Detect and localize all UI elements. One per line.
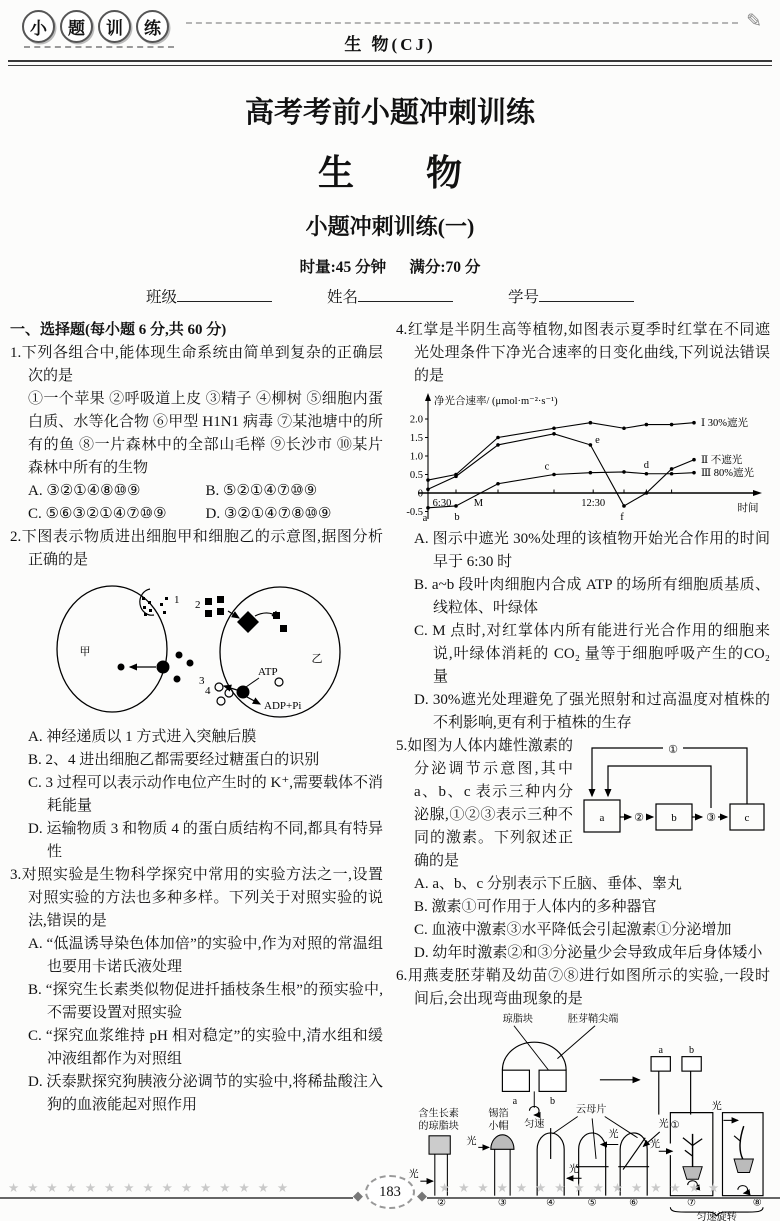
svg-text:0.5: 0.5 — [409, 470, 423, 481]
carrier-protein-2 — [237, 611, 259, 633]
svg-text:⑤: ⑤ — [587, 1197, 597, 1209]
option-d: D. 运输物质 3 和物质 4 的蛋白质结构不同,都具有特异性 — [28, 821, 383, 860]
question-number: 1. — [10, 345, 22, 361]
page-footer — [0, 1175, 780, 1209]
svg-text:④: ④ — [546, 1197, 556, 1209]
option-c: C. ⑤⑥③②①④⑦⑩⑨ — [28, 506, 167, 522]
page-number: 183 — [365, 1175, 415, 1209]
option-c: C. 3 过程可以表示动作电位产生时的 K⁺,需要载体不消耗能量 — [28, 775, 384, 814]
option-a: A. a、b、c 分别表示下丘脑、垂体、睾丸 — [414, 876, 682, 892]
id-field — [508, 285, 634, 307]
light-label: 光 — [649, 1139, 660, 1151]
header-double-rule — [8, 60, 772, 66]
logo-char: 题 — [60, 10, 93, 43]
svg-text:⑧: ⑧ — [752, 1197, 762, 1209]
footer-right-divider — [419, 1182, 780, 1202]
svg-text:c: c — [544, 461, 550, 473]
option-d: D. ③②①④⑦⑧⑩⑨ — [205, 506, 332, 522]
logo-char: 练 — [136, 10, 169, 43]
svg-text:Ⅰ 30%遮光: Ⅰ 30%遮光 — [701, 418, 749, 430]
footer-line-right — [427, 1197, 780, 1199]
process-2-label: 2 — [194, 599, 200, 611]
question-number: 3. — [10, 867, 22, 883]
question-1-options — [10, 480, 383, 526]
option-a: A. 神经递质以 1 方式进入突触后膜 — [28, 729, 257, 745]
question-2 — [10, 526, 383, 864]
option-c: C. “探究血浆维持 pH 相对稳定”的实验中,清水组和缓冲液组都作为对照组 — [28, 1028, 383, 1067]
q2-cell-transport-diagram — [27, 574, 367, 724]
svg-text:②: ② — [437, 1197, 447, 1209]
gland-b-label: b — [671, 812, 677, 824]
paper-title: 高考考前小题冲刺训练 — [244, 97, 535, 129]
question-number: 4. — [396, 322, 408, 338]
svg-text:e: e — [595, 434, 600, 446]
svg-text:M: M — [473, 498, 484, 509]
light-label: 光 — [466, 1136, 477, 1148]
question-number: 6. — [396, 968, 408, 984]
agar-block-label: 琼脂块 — [502, 1013, 534, 1025]
two-column-body — [8, 319, 772, 1221]
mica-sheet-label: 云母片 — [576, 1104, 607, 1116]
svg-text:净光合速率/ (μmol·m⁻²·s⁻¹): 净光合速率/ (μmol·m⁻²·s⁻¹) — [434, 396, 558, 407]
set-title: 小题冲刺训练(一) — [305, 214, 475, 239]
cell-b — [195, 587, 340, 717]
student-info-row — [8, 285, 772, 307]
svg-text:③: ③ — [497, 1197, 507, 1209]
logo-char: 训 — [98, 10, 131, 43]
hormone-2-label: ② — [634, 812, 644, 824]
question-3 — [10, 864, 383, 1117]
subject-title: 生 物 — [317, 153, 462, 193]
hormone-1-label: ① — [668, 744, 678, 756]
star-row-right: ★★★★★★★★★★★★★★★ — [439, 1180, 728, 1195]
option-d: D. 沃泰默探究狗胰液分泌调节的实验中,将稀盐酸注入狗的血液能起对照作用 — [28, 1074, 383, 1113]
svg-text:的琼脂块: 的琼脂块 — [418, 1121, 459, 1133]
feedback-loop-1 — [592, 748, 747, 804]
question-6-stem: 6.用燕麦胚芽鞘及幼苗⑦⑧进行如图所示的实验,一段时间后,会出现弯曲现象的是 — [396, 968, 770, 1007]
cell-a-label: 甲 — [79, 646, 90, 658]
question-5-stem: 5.如图为人体内雄性激素的分泌调节示意图,其中 a、b、c 表示三种内分泌腺,①②③表示三种不同的激素。下列叙述正确的是 — [396, 738, 573, 869]
feedback-loop-2 — [608, 766, 711, 808]
question-1-stem: 1.下列各组合中,能体现生命系统由简单到复杂的正确层次的是 — [10, 345, 383, 384]
svg-text:a: a — [422, 512, 428, 524]
svg-text:0: 0 — [417, 488, 423, 500]
svg-text:-0.5: -0.5 — [406, 507, 423, 518]
logo-char: 小 — [22, 10, 55, 43]
carrier-protein-3 — [156, 661, 169, 674]
block-b-label: b — [550, 1095, 556, 1107]
tin-foil-cap — [491, 1135, 514, 1149]
cell-b-label: 乙 — [311, 653, 322, 665]
light-label: 光 — [658, 1119, 669, 1131]
class-blank — [177, 288, 272, 302]
page-header — [8, 6, 772, 60]
id-label: 学号 — [508, 289, 540, 306]
process-4-label: 4 — [204, 685, 210, 697]
question-2-stem: 2.下图表示物质进出细胞甲和细胞乙的示意图,据图分析正确的是 — [10, 529, 383, 568]
subject-header: 生 物(CJ) — [344, 35, 436, 54]
name-blank — [358, 288, 453, 302]
option-a: A. “低温诱导染色体加倍”的实验中,作为对照的常温组也要用卡诺氏液处理 — [28, 936, 383, 975]
header-dashed-rule — [186, 22, 738, 24]
section-heading: 一、选择题(每小题 6 分,共 60 分) — [10, 322, 227, 338]
option-d: D. 幼年时激素②和③分泌量少会导致成年后身体矮小 — [414, 945, 763, 961]
svg-text:1.5: 1.5 — [409, 433, 423, 444]
name-label: 姓名 — [326, 289, 358, 306]
question-number: 5. — [396, 738, 408, 754]
gland-a-label: a — [599, 812, 605, 824]
process-1-label: 1 — [173, 594, 179, 606]
svg-text:Ⅱ 不遮光: Ⅱ 不遮光 — [701, 455, 743, 467]
option-b: B. a~b 段叶肉细胞内合成 ATP 的场所有细胞质基质、线粒体、叶绿体 — [414, 577, 770, 616]
svg-text:12:30: 12:30 — [581, 498, 606, 509]
light-label: 光 — [608, 1129, 619, 1141]
uniform-rotation-label: 匀速旋转 — [696, 1211, 737, 1221]
option-b: B. “探究生长素类似物促进扦插枝条生根”的预实验中,不需要设置对照实验 — [28, 982, 383, 1021]
svg-text:6:30: 6:30 — [432, 498, 452, 509]
question-1 — [10, 342, 383, 526]
tip-dome — [502, 1042, 566, 1070]
svg-text:锡箔: 锡箔 — [488, 1108, 509, 1120]
svg-text:f: f — [620, 511, 624, 523]
left-column — [10, 319, 383, 1221]
question-4-stem: 4.红掌是半阴生高等植物,如图表示夏季时红掌在不同遮光处理条件下净光合速率的日变化曲线,下列说法错误的是 — [396, 322, 770, 384]
question-number: 2. — [10, 529, 22, 545]
setup-1-label: ① — [670, 1120, 680, 1132]
star-row-left: ★★★★★★★★★★★★★★★ — [8, 1180, 297, 1195]
diamond-icon: ◆ — [353, 1189, 363, 1204]
atp-label: ATP — [257, 666, 278, 678]
svg-text:1.0: 1.0 — [409, 451, 423, 463]
svg-text:含生长素: 含生长素 — [418, 1108, 459, 1120]
gland-c-label: c — [744, 812, 750, 824]
option-c: C. 血液中激素③水平降低会引起激素①分泌增加 — [414, 922, 732, 938]
option-a: A. ③②①④⑧⑩⑨ — [28, 483, 141, 499]
time-score-line: 时量:45 分钟 满分:70 分 — [299, 259, 481, 276]
diamond-icon: ◆ — [417, 1189, 427, 1204]
option-b: B. 2、4 进出细胞乙都需要经过糖蛋白的识别 — [28, 752, 320, 768]
q5-hormone-regulation-diagram — [578, 738, 770, 844]
coleoptile-tip-label: 胚芽鞘尖端 — [567, 1013, 619, 1025]
name-field — [327, 285, 453, 307]
light-label: 光 — [711, 1101, 722, 1113]
footer-left-divider — [0, 1182, 361, 1202]
adp-pi-label: ADP+Pi — [263, 700, 301, 712]
question-3-stem: 3.对照实验是生物科学探究中常用的实验方法之一,设置对照实验的方法也多种多样。下列关于对照实验的说法,错误的是 — [10, 867, 383, 929]
svg-text:⑥: ⑥ — [629, 1197, 639, 1209]
apparatus-rotating-tip — [502, 1012, 639, 1130]
option-a: A. 图示中遮光 30%处理的该植物开始光合作用的时间早于 6:30 时 — [414, 531, 770, 570]
result-blocks-on-stumps — [651, 1045, 701, 1131]
option-c: C. M 点时,对红掌体内所有能进行光合作用的细胞来说,叶绿体消耗的 CO₂ 量等于细胞呼吸产生的CO₂ 量 — [414, 623, 770, 685]
svg-text:小帽: 小帽 — [488, 1121, 509, 1133]
right-column — [396, 319, 770, 1221]
option-d: D. 30%遮光处理避免了强光照射和过高温度对植株的不利影响,更有利于植株的生存 — [414, 692, 770, 731]
pen-icon: ✎ — [746, 11, 762, 32]
auxin-agar-block — [429, 1136, 450, 1154]
carrier-protein-4 — [236, 686, 249, 699]
svg-text:2.0: 2.0 — [409, 414, 423, 426]
light-label: 光 — [568, 1164, 579, 1176]
process-3-label: 3 — [198, 675, 204, 687]
class-label: 班级 — [145, 289, 177, 306]
option-b: B. ⑤②①④⑦⑩⑨ — [205, 483, 318, 499]
question-4 — [396, 319, 770, 735]
hormone-3-label: ③ — [706, 812, 716, 824]
block-a-label: a — [512, 1095, 518, 1107]
footer-line-left — [0, 1197, 353, 1199]
svg-text:d: d — [643, 459, 650, 471]
svg-text:⑦: ⑦ — [687, 1197, 697, 1209]
option-b: B. 激素①可作用于人体内的多种器官 — [414, 899, 657, 915]
light-label: 光 — [408, 1169, 419, 1181]
svg-text:时间: 时间 — [737, 503, 759, 514]
q4-net-photosynthesis-chart — [396, 389, 770, 527]
svg-text:a: a — [658, 1044, 663, 1056]
svg-text:b: b — [454, 511, 460, 523]
class-field — [146, 285, 272, 307]
svg-text:b: b — [689, 1044, 695, 1056]
cell-a — [57, 586, 205, 712]
id-blank — [539, 288, 634, 302]
question-1-items: ①一个苹果 ②呼吸道上皮 ③精子 ④柳树 ⑤细胞内蛋白质、水等化合物 ⑥甲型 H1N1 病毒 ⑦某池塘中的所有的鱼 ⑧一片森林中的全部山毛榉 ⑨长沙市 ⑩某片森林中所有的生物 — [28, 391, 383, 476]
svg-text:Ⅲ 80%遮光: Ⅲ 80%遮光 — [701, 468, 754, 480]
uniform-speed-label: 匀速 — [524, 1119, 545, 1131]
question-5 — [396, 735, 770, 965]
